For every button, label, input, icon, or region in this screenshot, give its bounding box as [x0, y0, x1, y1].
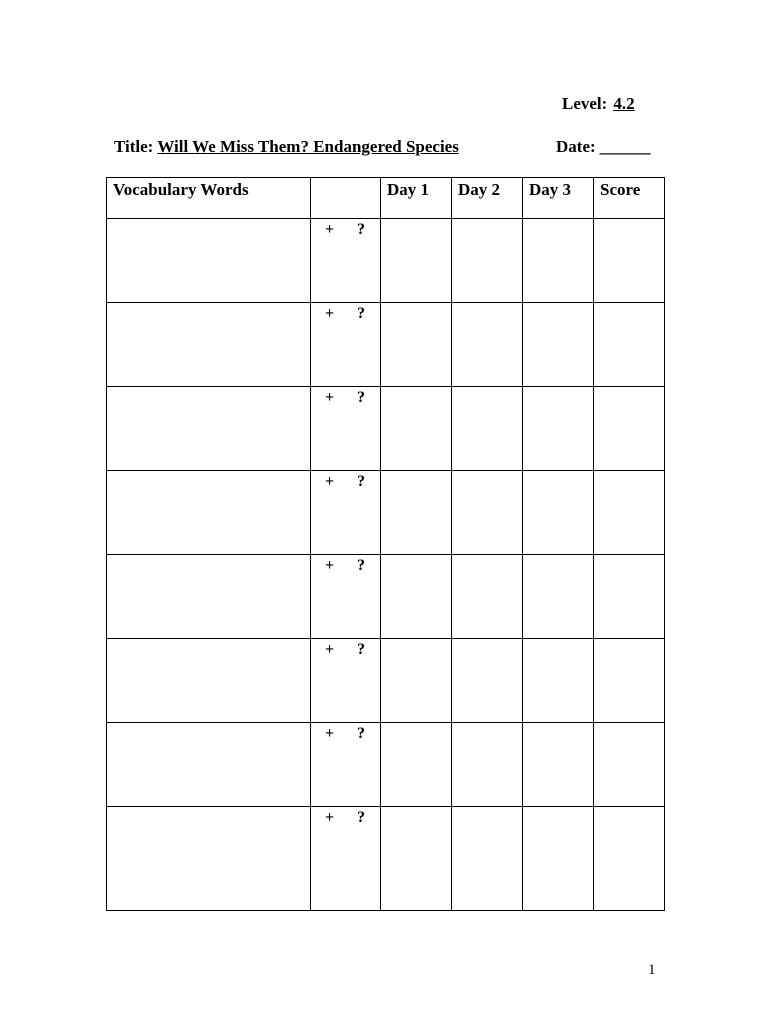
day-1-cell[interactable]	[381, 807, 452, 911]
day-2-cell[interactable]	[452, 387, 523, 471]
header-day-2: Day 2	[452, 178, 523, 219]
question-mark[interactable]: ?	[357, 641, 365, 658]
table-row	[107, 219, 665, 303]
day-1-cell[interactable]	[381, 555, 452, 639]
plus-mark[interactable]: +	[325, 809, 335, 826]
page-number: 1	[648, 962, 656, 978]
mark-options	[311, 303, 380, 323]
day-3-cell[interactable]	[523, 219, 594, 303]
score-cell[interactable]	[594, 639, 665, 723]
question-mark[interactable]: ?	[357, 809, 365, 826]
day-3-cell[interactable]	[523, 471, 594, 555]
day-2-cell[interactable]	[452, 639, 523, 723]
plus-mark[interactable]: +	[325, 641, 335, 658]
day-1-cell[interactable]	[381, 219, 452, 303]
table-header-row	[107, 178, 665, 219]
mark-cell	[311, 303, 381, 387]
day-1-cell[interactable]	[381, 303, 452, 387]
mark-options	[311, 555, 380, 575]
mark-cell	[311, 723, 381, 807]
vocabulary-table	[106, 177, 665, 911]
question-mark[interactable]: ?	[357, 305, 365, 322]
vocabulary-word-cell[interactable]	[107, 219, 311, 303]
header-vocabulary-words: Vocabulary Words	[107, 178, 311, 219]
day-1-cell[interactable]	[381, 723, 452, 807]
mark-options	[311, 807, 380, 827]
plus-mark[interactable]: +	[325, 221, 335, 238]
vocabulary-word-cell[interactable]	[107, 555, 311, 639]
plus-mark[interactable]: +	[325, 305, 335, 322]
table-row	[107, 471, 665, 555]
vocabulary-word-cell[interactable]	[107, 807, 311, 911]
header-mark	[311, 178, 381, 219]
vocabulary-word-cell[interactable]	[107, 639, 311, 723]
vocabulary-word-cell[interactable]	[107, 471, 311, 555]
plus-mark[interactable]: +	[325, 389, 335, 406]
level-value: 4.2	[613, 94, 635, 113]
score-cell[interactable]	[594, 303, 665, 387]
day-2-cell[interactable]	[452, 723, 523, 807]
score-cell[interactable]	[594, 387, 665, 471]
day-3-cell[interactable]	[523, 723, 594, 807]
mark-cell	[311, 219, 381, 303]
question-mark[interactable]: ?	[357, 389, 365, 406]
level-line	[562, 94, 635, 114]
day-1-cell[interactable]	[381, 387, 452, 471]
day-2-cell[interactable]	[452, 303, 523, 387]
mark-options	[311, 387, 380, 407]
question-mark[interactable]: ?	[357, 725, 365, 742]
day-3-cell[interactable]	[523, 807, 594, 911]
mark-cell	[311, 807, 381, 911]
mark-cell	[311, 555, 381, 639]
mark-cell	[311, 387, 381, 471]
date-blank: ______	[599, 137, 651, 156]
score-cell[interactable]	[594, 723, 665, 807]
header-day-3: Day 3	[523, 178, 594, 219]
header-day-1: Day 1	[381, 178, 452, 219]
day-2-cell[interactable]	[452, 471, 523, 555]
score-cell[interactable]	[594, 471, 665, 555]
mark-options	[311, 219, 380, 239]
score-cell[interactable]	[594, 807, 665, 911]
vocabulary-word-cell[interactable]	[107, 723, 311, 807]
day-2-cell[interactable]	[452, 219, 523, 303]
table-row	[107, 387, 665, 471]
question-mark[interactable]: ?	[357, 557, 365, 574]
plus-mark[interactable]: +	[325, 725, 335, 742]
mark-options	[311, 471, 380, 491]
day-1-cell[interactable]	[381, 639, 452, 723]
day-3-cell[interactable]	[523, 387, 594, 471]
day-3-cell[interactable]	[523, 555, 594, 639]
mark-cell	[311, 471, 381, 555]
plus-mark[interactable]: +	[325, 473, 335, 490]
date-line	[556, 137, 651, 157]
header-score: Score	[594, 178, 665, 219]
question-mark[interactable]: ?	[357, 221, 365, 238]
table-row	[107, 555, 665, 639]
day-1-cell[interactable]	[381, 471, 452, 555]
date-label: Date:	[556, 137, 596, 156]
level-label: Level:	[562, 94, 608, 113]
title-value: Will We Miss Them? Endangered Species	[157, 137, 459, 156]
mark-cell	[311, 639, 381, 723]
day-2-cell[interactable]	[452, 555, 523, 639]
table-row	[107, 639, 665, 723]
vocabulary-word-cell[interactable]	[107, 387, 311, 471]
mark-options	[311, 723, 380, 743]
table-row	[107, 303, 665, 387]
question-mark[interactable]: ?	[357, 473, 365, 490]
mark-options	[311, 639, 380, 659]
score-cell[interactable]	[594, 219, 665, 303]
score-cell[interactable]	[594, 555, 665, 639]
vocabulary-word-cell[interactable]	[107, 303, 311, 387]
table-row	[107, 723, 665, 807]
day-2-cell[interactable]	[452, 807, 523, 911]
title-line	[114, 137, 459, 157]
day-3-cell[interactable]	[523, 639, 594, 723]
day-3-cell[interactable]	[523, 303, 594, 387]
table-row	[107, 807, 665, 911]
plus-mark[interactable]: +	[325, 557, 335, 574]
title-label: Title:	[114, 137, 154, 156]
